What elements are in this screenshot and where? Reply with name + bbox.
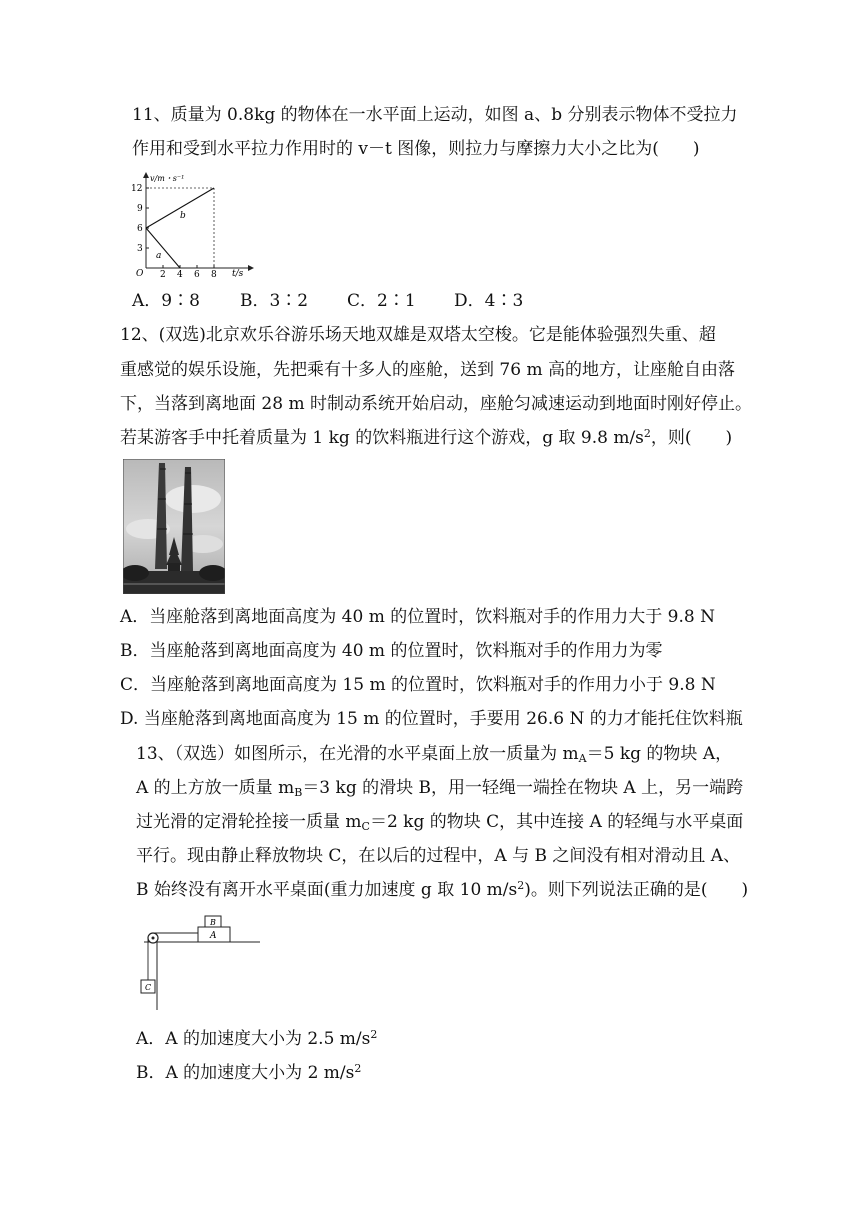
q12-text-line-4: 若某游客手中托着质量为 1 kg 的饮料瓶进行这个游戏，g 取 9.8 $m/s^2$，则( ): [120, 427, 733, 448]
twin-tower-photo: [123, 459, 225, 594]
q13-text-line-2: A 的上方放一质量 $m_B=3$ kg 的滑块 B，用一轻绳一端拴在物块 A 上，另一端跨: [136, 778, 744, 799]
q11-origin-label: O: [136, 269, 144, 279]
q11-xtick-8: 8: [211, 270, 217, 280]
q12-option-a[interactable]: A．当座舱落到离地面高度为 40 m 的位置时，饮料瓶对手的作用力大于 9.8 N: [120, 607, 715, 627]
q11-ytick-9: 9: [137, 204, 143, 214]
svg-text:C: C: [145, 983, 152, 992]
q11-options: [132, 290, 523, 312]
q11-vt-graph: [122, 170, 257, 280]
q12-text-line-3: 下，当落到离地面 28 m 时制动系统开始启动，座舱匀减速运动到地面时刚好停止。: [120, 394, 752, 414]
q13-text-line-4: 平行。现由静止释放物块 C，在以后的过程中，A 与 B 之间没有相对滑动且 A、: [136, 846, 741, 866]
q11-xtick-6: 6: [194, 270, 200, 280]
q13-option-b[interactable]: B．A 的加速度大小为 2 $m/s^2$: [136, 1062, 362, 1083]
q13-text-line-3: 过光滑的定滑轮拴接一质量 $m_C=2$ kg 的物块 C，其中连接 A 的轻绳与水平桌面: [136, 812, 744, 833]
svg-text:A: A: [210, 931, 217, 941]
q11-line-a: [146, 228, 180, 268]
svg-text:B: B: [210, 918, 216, 927]
q11-option-a[interactable]: A．9∶8: [132, 291, 200, 311]
q11-x-axis-label: t/s: [232, 269, 244, 279]
q12-text-line-2: 重感觉的娱乐设施，先把乘有十多人的座舱，送到 76 m 高的地方，让座舱自由落: [120, 360, 735, 380]
q13-text-line-1: 13、（双选）如图所示，在光滑的水平桌面上放一质量为 $m_A=5$ kg 的物块 A，: [136, 744, 733, 765]
q13-text-line-5: B 始终没有离开水平桌面(重力加速度 g 取 10 $m/s^2$)。则下列说法正确的是( ): [136, 879, 749, 900]
q12-option-d[interactable]: D. 当座舱落到离地面高度为 15 m 的位置时，手要用 26.6 N 的力才能托住饮料瓶: [120, 709, 743, 729]
q12-option-c[interactable]: C．当座舱落到离地面高度为 15 m 的位置时，饮料瓶对手的作用力小于 9.8 N: [120, 675, 716, 695]
q11-ytick-12: 12: [131, 184, 143, 194]
q11-text-line-2: 作用和受到水平拉力作用时的 v－t 图像，则拉力与摩擦力大小之比为( ): [132, 139, 700, 159]
q11-y-axis-label: v/m・s⁻¹: [150, 174, 185, 183]
q11-line-a-label: a: [156, 251, 162, 261]
q11-xtick-2: 2: [160, 270, 166, 280]
q11-text-line-1: 11、质量为 0.8kg 的物体在一水平面上运动，如图 a、b 分别表示物体不受拉力: [132, 105, 738, 125]
q11-ytick-6: 6: [137, 224, 143, 234]
q11-option-b[interactable]: B．3∶2: [240, 291, 309, 311]
q11-line-b-label: b: [180, 211, 186, 221]
q11-option-d[interactable]: D．4∶3: [454, 291, 524, 311]
q13-pulley-diagram: [136, 910, 266, 1012]
q11-xtick-4: 4: [177, 270, 183, 280]
q12-option-b[interactable]: B．当座舱落到离地面高度为 40 m 的位置时，饮料瓶对手的作用力为零: [120, 641, 663, 661]
q11-line-b: [146, 188, 214, 228]
q12-text-line-1: 12、(双选)北京欢乐谷游乐场天地双雄是双塔太空梭。它是能体验强烈失重、超: [120, 325, 716, 345]
q11-ytick-3: 3: [137, 244, 143, 254]
q13-option-a[interactable]: A．A 的加速度大小为 2.5 $m/s^2$: [136, 1028, 378, 1049]
q11-option-c[interactable]: C．2∶1: [347, 291, 416, 311]
